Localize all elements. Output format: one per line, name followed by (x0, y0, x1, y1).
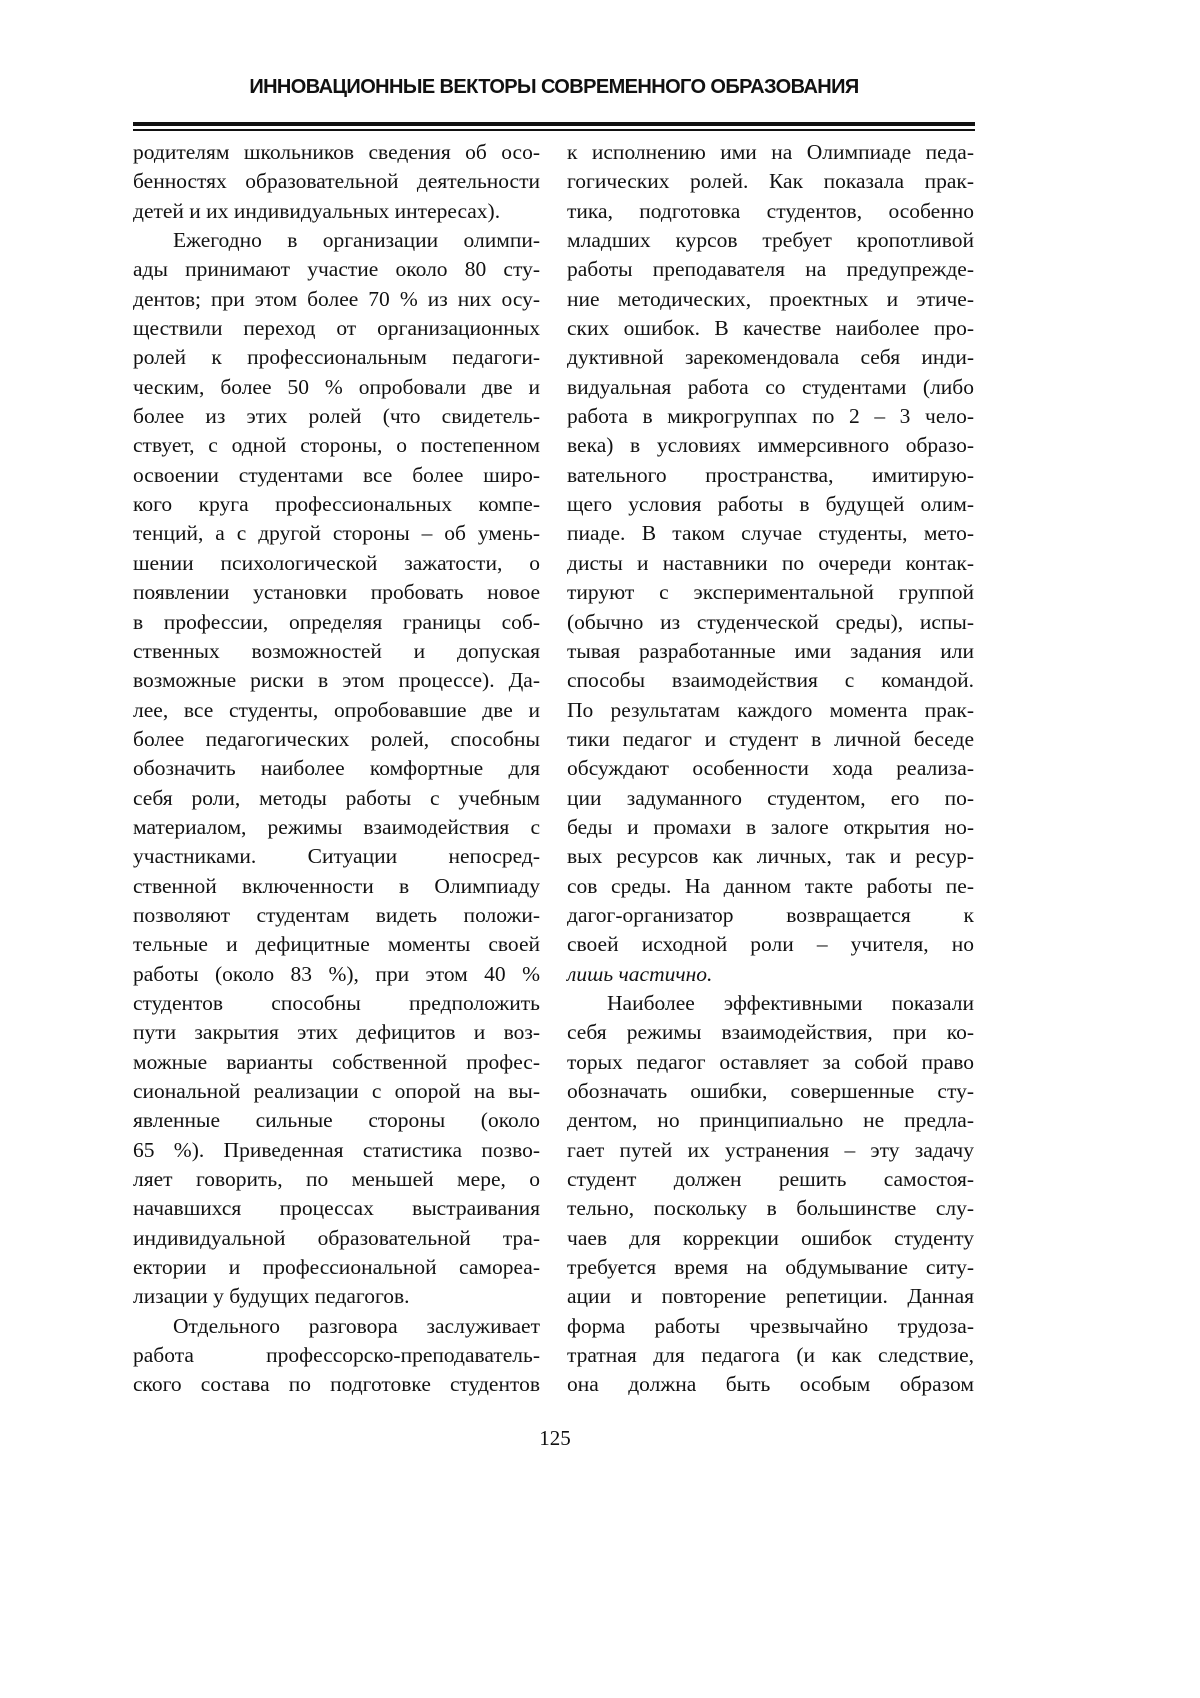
text-line: себя роли, методы работы с учебным (133, 785, 540, 810)
text-line: ролей к профессиональным педагоги- (133, 345, 540, 370)
text-line: позволяют студентам видеть положи- (133, 902, 540, 927)
text-line: бенностях образовательной деятельности (133, 169, 540, 194)
text-line: вых ресурсов как личных, так и ресур- (567, 844, 974, 869)
text-line: видуальная работа со студентами (либо (567, 374, 974, 399)
text-line: ние методических, проектных и этиче- (567, 286, 974, 311)
left-column (133, 138, 540, 1400)
text-line: в профессии, определяя границы соб- (133, 609, 540, 634)
text-line: ществили переход от организационных (133, 316, 540, 341)
text-line: обозначить наиболее комфортные для (133, 756, 540, 781)
text-line: беды и промахи в залоге открытия но- (567, 814, 974, 839)
text-line: ственной включенности в Олимпиаду (133, 873, 540, 898)
text-line: лее, все студенты, опробовавшие две и (133, 697, 540, 722)
text-line: Наиболее эффективными показали (607, 990, 974, 1015)
text-line: студент должен решить самостоя- (567, 1167, 974, 1192)
running-header: ИННОВАЦИОННЫЕ ВЕКТОРЫ СОВРЕМЕННОГО ОБРАЗОВАНИЯ (249, 76, 859, 98)
text-line: себя режимы взаимодействия, при ко- (567, 1020, 974, 1045)
text-line: детей и их индивидуальных интересах). (133, 198, 501, 223)
text-line: тенций, а с другой стороны – об умень- (133, 521, 540, 546)
paragraph (133, 1312, 540, 1400)
text-line: 65 %). Приведенная статистика позво- (133, 1137, 540, 1162)
text-line: тратная для педагога (и как следствие, (567, 1343, 974, 1368)
text-line: ации и повторение репетиции. Данная (567, 1284, 974, 1309)
text-line: ских ошибок. В качестве наиболее про- (567, 316, 974, 341)
paragraph (133, 226, 540, 1312)
text-line: По результатам каждого момента прак- (567, 697, 974, 722)
text-line: материалом, режимы взаимодействия с (133, 814, 540, 839)
text-line: лишь частично. (567, 961, 713, 986)
text-line: кого круга профессиональных компе- (133, 492, 540, 517)
text-line: обсуждают особенности хода реализа- (567, 756, 974, 781)
text-line: работа в микрогруппах по 2 – 3 чело- (567, 404, 974, 429)
text-line: вательного пространства, имитирую- (567, 462, 974, 487)
text-line: форма работы чрезвычайно трудоза- (567, 1313, 974, 1338)
text-line: младших курсов требует кропотливой (567, 228, 974, 253)
text-line: появлении установки пробовать новое (133, 580, 540, 605)
text-line: пиаде. В таком случае студенты, мето- (567, 521, 974, 546)
text-line: работы (около 83 %), при этом 40 % (133, 961, 540, 986)
text-line: освоении студентами все более широ- (133, 462, 540, 487)
text-line: она должна быть особым образом (567, 1372, 974, 1397)
header-rule-thick (133, 122, 975, 126)
text-line: участниками. Ситуации непосред- (133, 844, 540, 869)
text-line: дуктивной зарекомендовала себя инди- (567, 345, 974, 370)
text-line: сов среды. На данном такте работы пе- (567, 873, 974, 898)
right-column (567, 138, 974, 1400)
text-line: ции задуманного студентом, его по- (567, 785, 974, 810)
text-line: ческим, более 50 % опробовали две и (133, 374, 540, 399)
text-line: дентом, но принципиально не предла- (567, 1108, 974, 1133)
text-line: тывая разработанные ими задания или (567, 638, 974, 663)
text-line: студентов способны предположить (133, 990, 540, 1015)
text-line: торых педагог оставляет за собой право (567, 1049, 974, 1074)
text-line: дагог-организатор возвращается к (567, 902, 974, 927)
text-line: дисты и наставники по очереди контак- (567, 550, 974, 575)
text-line: возможные риски в этом процессе). Да- (133, 668, 540, 693)
text-line: обозначать ошибки, совершенные сту- (567, 1079, 974, 1103)
text-line: явленные сильные стороны (около (133, 1108, 540, 1133)
text-line: ляет говорить, по меньшей мере, о (133, 1167, 540, 1192)
text-line: пути закрытия этих дефицитов и воз- (133, 1020, 540, 1045)
text-line: щего условия работы в будущей олим- (567, 492, 974, 517)
text-line: Отдельного разговора заслуживает (173, 1313, 540, 1338)
text-line: лизации у будущих педагогов. (133, 1284, 410, 1309)
text-line: гогических ролей. Как показала прак- (567, 169, 974, 194)
text-line: к исполнению ими на Олимпиаде педа- (567, 140, 974, 164)
page-number: 125 (539, 1426, 571, 1450)
text-line: чаев для коррекции ошибок студенту (567, 1225, 974, 1250)
text-line: ектории и профессиональной самореа- (133, 1255, 540, 1280)
text-line: ствует, с одной стороны, о постепенном (133, 433, 540, 458)
text-line: работы преподавателя на предупрежде- (567, 257, 974, 282)
text-line: индивидуальной образовательной тра- (133, 1225, 540, 1250)
text-line: тируют с экспериментальной группой (567, 580, 974, 605)
text-line: родителям школьников сведения об осо- (133, 140, 540, 164)
text-line: тельные и дефицитные моменты своей (133, 932, 540, 957)
text-line: Ежегодно в организации олимпи- (173, 228, 540, 253)
text-line: можные варианты собственной профес- (133, 1049, 540, 1074)
text-line: сиональной реализации с опорой на вы- (133, 1079, 540, 1103)
text-line: ады принимают участие около 80 сту- (133, 257, 540, 282)
header-rule-thin (133, 129, 975, 131)
text-line: тики педагог и студент в личной беседе (567, 726, 974, 751)
text-line: ского состава по подготовке студентов (133, 1372, 540, 1397)
paragraph (133, 138, 540, 226)
text-line: тика, подготовка студентов, особенно (567, 198, 974, 223)
text-line: ственных возможностей и допуская (133, 638, 540, 663)
text-line: (обычно из студенческой среды), испы- (567, 609, 974, 634)
paragraph (567, 138, 974, 989)
text-line: дентов; при этом более 70 % из них осу- (133, 286, 540, 311)
text-line: века) в условиях иммерсивного образо- (567, 433, 974, 458)
paragraph (567, 989, 974, 1400)
text-line: тельно, поскольку в большинстве слу- (567, 1196, 974, 1221)
text-line: более из этих ролей (что свидетель- (133, 404, 540, 429)
text-line: гает путей их устранения – эту задачу (567, 1137, 974, 1162)
text-line: требуется время на обдумывание ситу- (567, 1255, 974, 1280)
text-line: своей исходной роли – учителя, но (567, 932, 974, 957)
text-line: более педагогических ролей, способны (133, 726, 540, 751)
text-line: начавшихся процессах выстраивания (133, 1196, 540, 1221)
text-line: работа профессорско-преподаватель- (133, 1343, 540, 1368)
text-line: способы взаимодействия с командой. (567, 668, 974, 693)
text-line: шении психологической зажатости, о (133, 550, 540, 575)
